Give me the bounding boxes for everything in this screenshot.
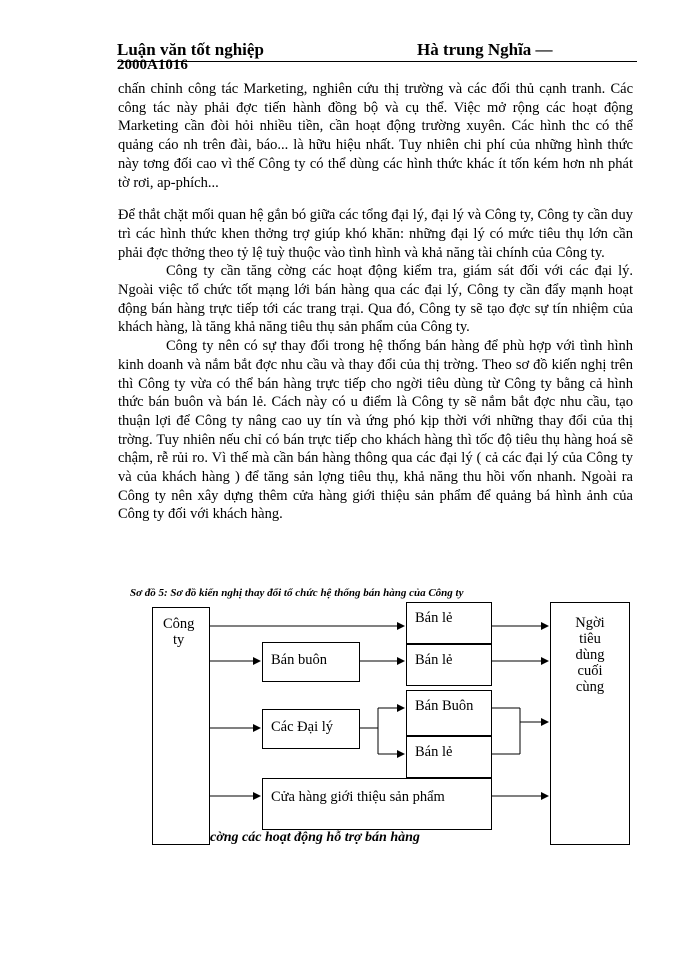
node-ban-le-1 [406, 602, 492, 644]
node-ban-le-3-label: Bán lẻ [415, 744, 453, 760]
consumer-line4: cuối [577, 663, 603, 679]
node-cua-hang-label: Cửa hàng giới thiệu sản phẩm [271, 789, 445, 805]
paragraph-2: Để thắt chặt mối quan hệ gắn bó giữa các tổng đại lý, đại lý và Công ty, Công ty cần duy trì các hình thức khen thởng trợ giúp khó khăn: những đại lý có mức tiêu thụ lớn cần phải đợc thởng theo tỷ lệ tuỳ thuộc vào tình hình và khả năng tài chính của Công ty. [118, 207, 633, 261]
node-cong-ty-line1: Công [163, 616, 195, 632]
node-ban-buon-2 [406, 690, 492, 736]
support-activities-label: cờng các hoạt động hỗ trợ bán hàng [210, 830, 420, 845]
node-cac-dai-ly [262, 709, 360, 749]
author-name: Hà trung Nghĩa — [417, 40, 553, 59]
node-cong-ty [152, 607, 210, 845]
node-ban-buon [262, 642, 360, 682]
paragraph-1: chấn chỉnh công tác Marketing, nghiên cứu thị trường và các đối thủ cạnh tranh. Các công tác này phải đợc tiến hành đồng bộ và cụ thể. Việc mở rộng các hoạt động Marketing cần đòi hỏi nhiều tiền, cần hoạt động trường xuyên. Các hình thc có thể quảng cáo nh trên đài, báo... là hữu hiệu nhất. Tuy nhiên chi phí của những hình thức này tơng đối cao vì thế Công ty có thể dùng các hình thức khác ít tốn kém hơn nh phát tờ rơi, ap-phích... [118, 81, 633, 191]
consumer-line2: tiêu [579, 631, 601, 647]
node-ban-le-2 [406, 644, 492, 686]
node-ban-le-2-label: Bán lẻ [415, 652, 453, 668]
consumer-line1: Ngời [575, 615, 605, 631]
student-code: 2000A1016 [117, 57, 188, 73]
paragraph-3: Công ty cần tăng cờng các hoạt động kiểm tra, giám sát đối với các đại lý. Ngoài việc tổ chức tốt mạng lới bán hàng qua các đại lý, Công ty cần đẩy mạnh hoạt động bán hàng trực tiếp tới các trang trại. Qua đó, Công ty sẽ tạo đợc sự tín nhiệm của khách hàng, là tăng khả năng tiêu thụ sản phẩm của Công ty. [118, 263, 633, 336]
node-cac-dai-ly-label: Các Đại lý [271, 719, 334, 735]
node-ban-buon-2-label: Bán Buôn [415, 698, 474, 714]
node-ban-buon-label: Bán buôn [271, 652, 327, 668]
paragraph-4: Công ty nên có sự thay đổi trong hệ thống bán hàng để phù hợp với tình hình kinh doanh và nắm bắt đợc nhu cầu và thay đổi của thị trờng. Theo sơ đồ kiến nghị trên thì Công ty vừa có thể bán hàng trực tiếp cho ngời tiêu dùng từ Công ty bằng cả hình thức bán buôn và bán lẻ. Cách này có u điểm là Công ty sẽ nắm bắt đợc nhu cầu, tạo thuận lợi để Công ty nâng cao uy tín và ứng phó kịp thời với những thay đổi của thị trờng. Tuy nhiên nếu chỉ có bán trực tiếp cho khách hàng thì tốc độ tiêu thụ hàng hoá sẽ chậm, rễ rủi ro. Vì thế mà cần bán hàng thông qua các đại lý ( cả các đại lý của Công ty và của khách hàng ) để tăng sản lợng tiêu thụ, khả năng thu hồi vốn nhanh. Ngoài ra Công ty nên xây dựng thêm cửa hàng giới thiệu sản phẩm để quảng bá hình ảnh của Công ty đối với khách hàng. [118, 338, 633, 523]
node-ban-le-1-label: Bán lẻ [415, 610, 453, 626]
diagram-caption: Sơ đồ 5: Sơ đồ kiến nghị thay đổi tổ chức hệ thống bán hàng của Công ty [130, 587, 464, 599]
node-cong-ty-line2: ty [173, 632, 185, 648]
node-ban-le-3 [406, 736, 492, 778]
node-nguoi-tieu-dung [550, 602, 630, 845]
node-cua-hang [262, 778, 492, 830]
thesis-title: Luận văn tốt nghiệp [117, 40, 264, 59]
consumer-line5: cùng [575, 679, 605, 695]
consumer-line3: dùng [575, 647, 605, 663]
